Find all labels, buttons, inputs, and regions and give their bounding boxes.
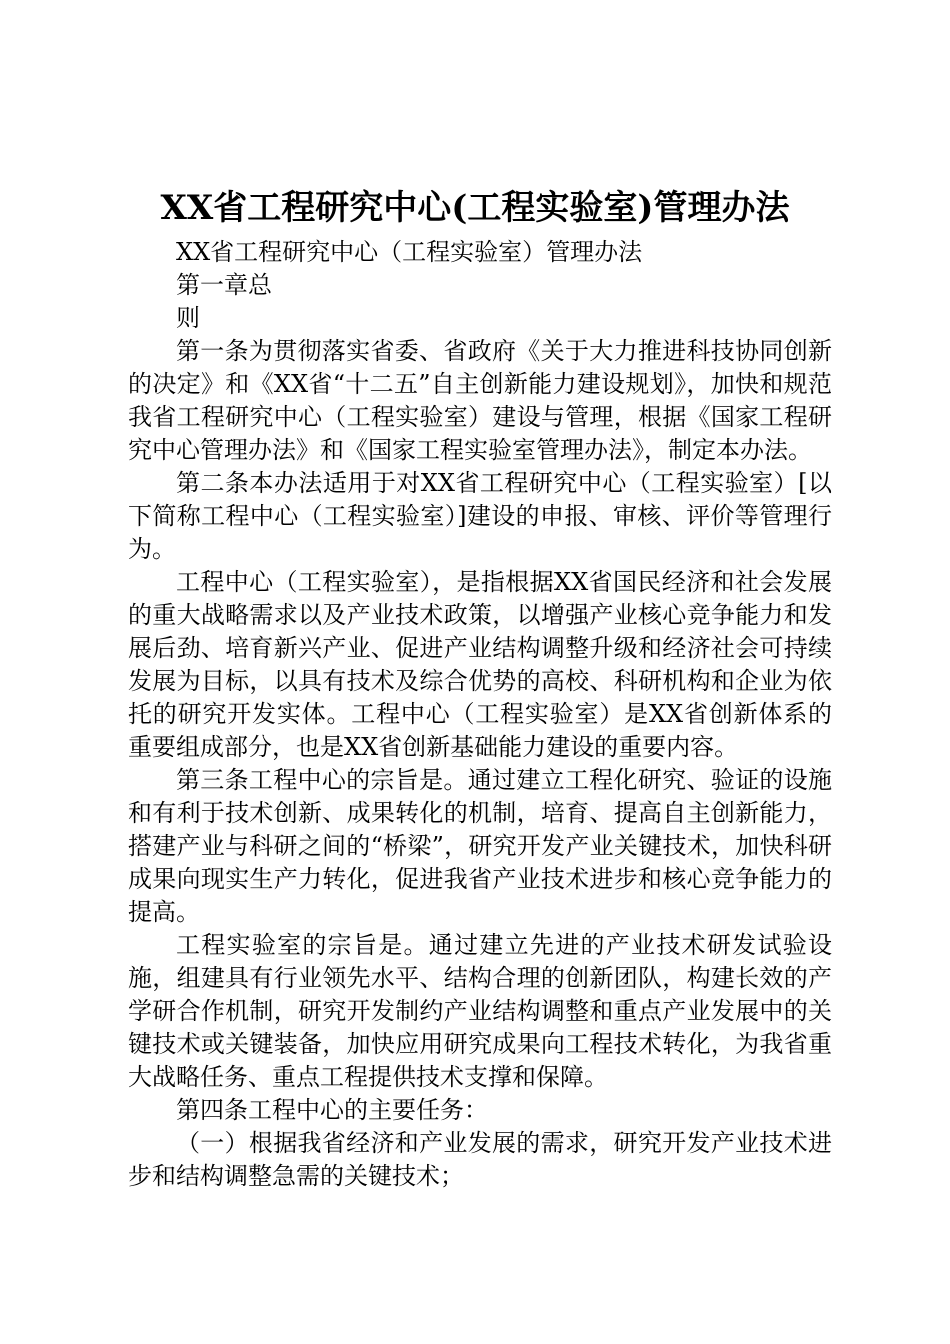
paragraph-task-1: （一）根据我省经济和产业发展的需求，研究开发产业技术进步和结构调整急需的关键技术； bbox=[128, 1129, 832, 1190]
chapter-heading-line-2: 则 bbox=[176, 304, 200, 332]
paragraph-definition: 工程中心（工程实验室），是指根据XX省国民经济和社会发展的重大战略需求以及产业技术政策，以增强产业核心竞争能力和发展后劲、培育新兴产业、促进产业结构调整升级和经济社会可持续发展为目标，以具有技术及综合优势的高校、科研机构和企业为依托的研究开发实体。工程中心（工程实验室）是XX省创新体系的重要组成部分，也是XX省创新基础能力建设的重要内容。 bbox=[128, 568, 832, 761]
paragraph-article-1: 第一条为贯彻落实省委、省政府《关于大力推进科技协同创新的决定》和《XX省“十二五”自主创新能力建设规划》，加快和规范我省工程研究中心（工程实验室）建设与管理，根据《国家工程研究中心管理办法》和《国家工程实验室管理办法》，制定本办法。 bbox=[128, 337, 832, 464]
paragraph-article-3: 第三条工程中心的宗旨是。通过建立工程化研究、验证的设施和有利于技术创新、成果转化的机制，培育、提高自主创新能力，搭建产业与科研之间的“桥梁”，研究开发产业关键技术，加快科研成果向现实生产力转化，促进我省产业技术进步和核心竞争能力的提高。 bbox=[128, 766, 832, 926]
paragraph-lab-purpose: 工程实验室的宗旨是。通过建立先进的产业技术研发试验设施，组建具有行业领先水平、结构合理的创新团队，构建长效的产学研合作机制，研究开发制约产业结构调整和重点产业发展中的关键技术或关键装备，加快应用研究成果向工程技术转化，为我省重大战略任务、重点工程提供技术支撑和保障。 bbox=[128, 931, 832, 1091]
chapter-heading-line-1: 第一章总 bbox=[176, 271, 272, 299]
paragraph-article-2: 第二条本办法适用于对XX省工程研究中心（工程实验室）[以下简称工程中心（工程实验室）]建设的申报、审核、评价等管理行为。 bbox=[128, 469, 832, 563]
paragraph-article-4: 第四条工程中心的主要任务： bbox=[176, 1096, 488, 1124]
document-title: XX省工程研究中心(工程实验室)管理办法 bbox=[160, 188, 790, 228]
document-body bbox=[128, 236, 832, 1193]
document-subtitle: XX省工程研究中心（工程实验室）管理办法 bbox=[176, 238, 643, 266]
